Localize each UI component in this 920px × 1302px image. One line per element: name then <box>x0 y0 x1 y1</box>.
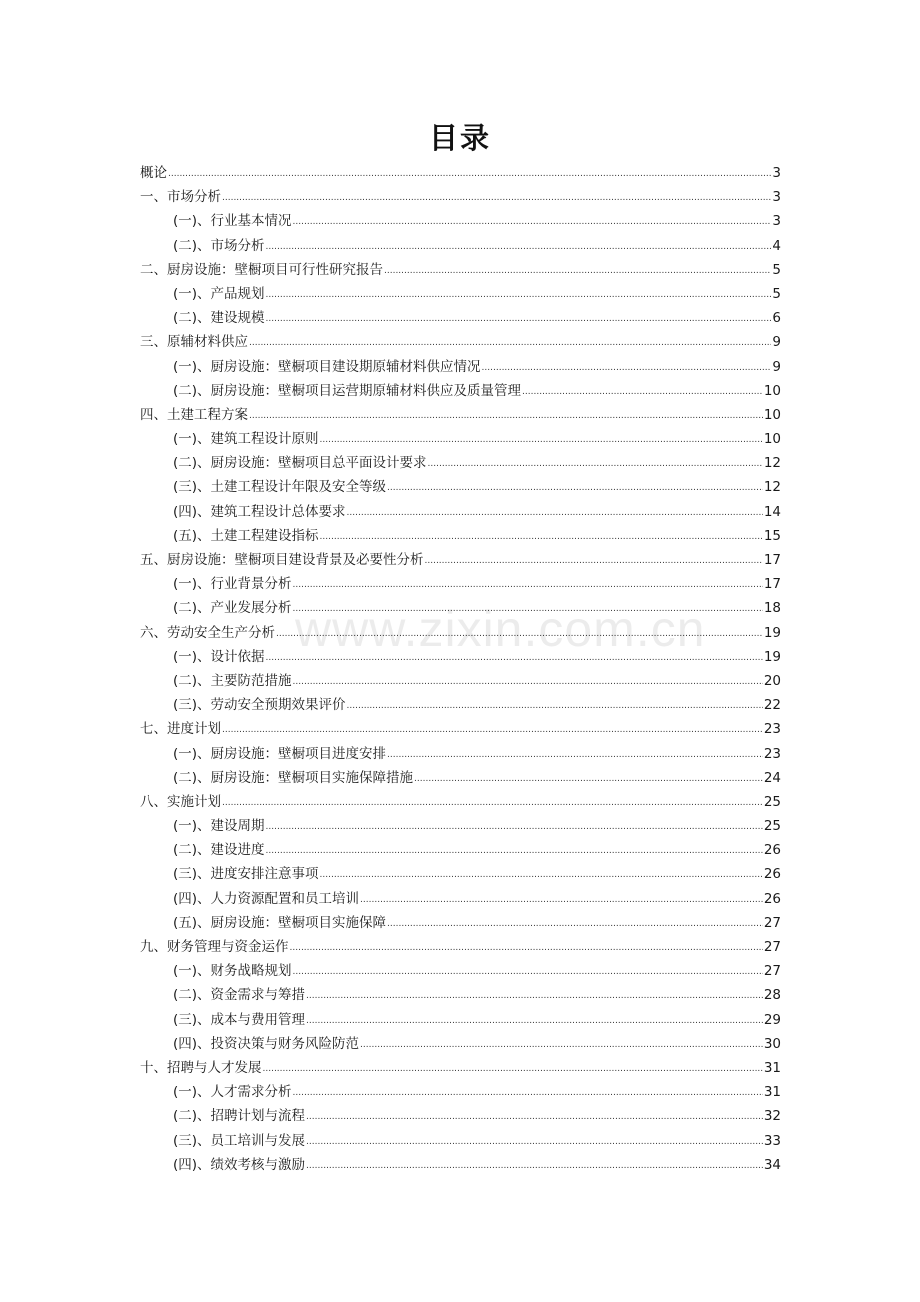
toc-entry-title: (二)、厨房设施：壁橱项目运营期原辅材料供应及质量管理 <box>173 382 522 399</box>
toc-entry-title: (一)、建筑工程设计原则 <box>173 431 319 448</box>
toc-dot-leader <box>293 1079 763 1105</box>
toc-entry[interactable] <box>140 548 781 572</box>
toc-page-number: 19 <box>763 648 781 665</box>
toc-dot-leader <box>222 716 763 742</box>
toc-entry-title: (二)、主要防范措施 <box>173 672 292 689</box>
toc-entry[interactable] <box>140 282 781 306</box>
toc-entry[interactable] <box>140 717 781 741</box>
toc-entry[interactable] <box>140 645 781 669</box>
toc-page-number: 3 <box>772 189 781 206</box>
toc-entry[interactable] <box>140 693 781 717</box>
toc-page-number: 3 <box>772 213 781 230</box>
toc-dot-leader <box>266 813 763 839</box>
toc-dot-leader <box>320 861 763 887</box>
toc-page-number: 6 <box>772 310 781 327</box>
toc-page-number: 25 <box>763 818 781 835</box>
toc-entry[interactable] <box>140 1008 781 1032</box>
toc-dot-leader <box>428 450 763 476</box>
toc-page-number: 27 <box>763 939 781 955</box>
toc-page-number: 10 <box>763 431 781 448</box>
toc-entry[interactable] <box>140 355 781 379</box>
toc-entry-title: 四、土建工程方案 <box>140 406 248 423</box>
toc-page-number: 23 <box>763 721 781 738</box>
toc-page-number: 23 <box>763 745 781 762</box>
toc-entry[interactable] <box>140 403 781 427</box>
toc-dot-leader <box>293 571 763 597</box>
toc-entry-title: 概论 <box>140 165 167 181</box>
toc-page-number: 24 <box>763 769 781 786</box>
toc-dot-leader <box>266 837 763 863</box>
toc-entry[interactable] <box>140 475 781 499</box>
toc-page-number: 9 <box>772 334 781 351</box>
toc-entry-title: (四)、投资决策与财务风险防范 <box>173 1035 360 1052</box>
toc-page-number: 28 <box>763 987 781 1004</box>
toc-entry[interactable] <box>140 185 781 209</box>
toc-entry[interactable] <box>140 1056 781 1080</box>
toc-entry-title: (五)、土建工程建设指标 <box>173 527 319 544</box>
toc-entry-title: (二)、市场分析 <box>173 237 265 254</box>
toc-entry-title: (一)、建设周期 <box>173 818 265 835</box>
toc-entry[interactable] <box>140 838 781 862</box>
toc-entry[interactable] <box>140 1129 781 1153</box>
toc-entry-title: (一)、行业基本情况 <box>173 213 292 230</box>
toc-page-number: 18 <box>763 600 781 617</box>
toc-page-number: 29 <box>763 1011 781 1028</box>
toc-page-number: 4 <box>772 237 781 254</box>
toc-entry[interactable] <box>140 1153 781 1177</box>
toc-entry-title: (四)、人力资源配置和员工培训 <box>173 890 360 907</box>
toc-entry[interactable] <box>140 766 781 790</box>
toc-dot-leader <box>482 354 772 380</box>
toc-entry-title: (一)、设计依据 <box>173 648 265 665</box>
toc-entry-title: (三)、劳动安全预期效果评价 <box>173 697 346 714</box>
toc-entry-title: (一)、厨房设施：壁橱项目建设期原辅材料供应情况 <box>173 358 481 375</box>
toc-dot-leader <box>425 547 763 573</box>
toc-entry-title: (三)、成本与费用管理 <box>173 1011 306 1028</box>
toc-dot-leader <box>522 378 763 404</box>
toc-entry[interactable] <box>140 524 781 548</box>
toc-entry-title: 三、原辅材料供应 <box>140 334 248 351</box>
toc-dot-leader <box>387 474 763 500</box>
toc-entry[interactable] <box>140 500 781 524</box>
toc-entry[interactable] <box>140 379 781 403</box>
toc-dot-leader <box>347 499 763 525</box>
toc-entry-title: (二)、厨房设施：壁橱项目总平面设计要求 <box>173 455 427 472</box>
toc-page-number: 12 <box>763 479 781 496</box>
toc-entry[interactable] <box>140 306 781 330</box>
toc-entry-title: 七、进度计划 <box>140 721 221 738</box>
toc-entry[interactable] <box>140 742 781 766</box>
toc-page-number: 5 <box>772 261 781 278</box>
toc-entry[interactable] <box>140 621 781 645</box>
toc-page-number: 26 <box>763 866 781 883</box>
toc-entry-title: (二)、资金需求与筹措 <box>173 987 306 1004</box>
toc-entry-title: (一)、产品规划 <box>173 285 265 302</box>
toc-dot-leader <box>222 789 763 815</box>
toc-page-number: 31 <box>763 1084 781 1101</box>
toc-dot-leader <box>320 523 763 549</box>
toc-dot-leader <box>293 958 763 984</box>
toc-entry[interactable] <box>140 1080 781 1104</box>
toc-page-number: 5 <box>772 285 781 302</box>
toc-page-number: 34 <box>763 1156 781 1173</box>
page-title: 目录 <box>428 121 491 155</box>
toc-entry-title: 二、厨房设施：壁橱项目可行性研究报告 <box>140 261 383 278</box>
toc-dot-leader <box>290 934 763 960</box>
toc-entry-title: 十、招聘与人才发展 <box>140 1059 262 1076</box>
toc-entry-title: (一)、人才需求分析 <box>173 1084 292 1101</box>
watermark: www.zixin.com.cn <box>295 601 706 657</box>
toc-entry[interactable] <box>140 935 781 959</box>
toc-dot-leader <box>306 1007 763 1033</box>
toc-entry-title: (一)、厨房设施：壁橱项目进度安排 <box>173 745 387 762</box>
toc-dot-leader <box>266 644 763 670</box>
toc-dot-leader <box>249 329 771 355</box>
toc-entry-title: 一、市场分析 <box>140 189 221 206</box>
toc-dot-leader <box>306 1103 763 1129</box>
toc-dot-leader <box>306 1152 763 1178</box>
toc-page-number: 27 <box>763 963 781 980</box>
toc-dot-leader <box>249 402 763 428</box>
toc-entry[interactable] <box>140 234 781 258</box>
toc-dot-leader <box>320 426 763 452</box>
toc-entry-title: (二)、招聘计划与流程 <box>173 1108 306 1125</box>
toc-entry[interactable] <box>140 790 781 814</box>
toc-entry[interactable] <box>140 983 781 1007</box>
toc-dot-leader <box>384 257 771 283</box>
toc-entry-title: (二)、建设进度 <box>173 842 265 859</box>
toc-entry-title: 八、实施计划 <box>140 793 221 810</box>
toc-entry[interactable] <box>140 959 781 983</box>
toc-dot-leader <box>306 982 763 1008</box>
toc-entry[interactable] <box>140 209 781 233</box>
toc-dot-leader <box>222 184 771 210</box>
toc-page-number: 22 <box>763 697 781 714</box>
toc-entry-title: 六、劳动安全生产分析 <box>140 624 275 641</box>
toc-entry[interactable] <box>140 596 781 620</box>
toc-page-number: 17 <box>763 552 781 568</box>
toc-page-number: 27 <box>763 914 781 931</box>
toc-entry-title: 五、厨房设施：壁橱项目建设背景及必要性分析 <box>140 552 424 568</box>
toc-dot-leader <box>414 765 763 791</box>
toc-entry[interactable] <box>140 911 781 935</box>
toc-entry-title: (四)、建筑工程设计总体要求 <box>173 503 346 520</box>
toc-entry[interactable] <box>140 427 781 451</box>
toc-dot-leader <box>293 208 772 234</box>
toc-entry[interactable] <box>140 1032 781 1056</box>
toc-page-number: 10 <box>763 382 781 399</box>
toc-page-number: 17 <box>763 576 781 593</box>
toc-dot-leader <box>347 692 763 718</box>
toc-entry-title: (二)、产业发展分析 <box>173 600 292 617</box>
toc-dot-leader <box>266 233 772 259</box>
toc-dot-leader <box>263 1055 763 1081</box>
toc-page-number: 10 <box>763 406 781 423</box>
toc-page-number: 14 <box>763 503 781 520</box>
toc-dot-leader <box>168 160 771 186</box>
toc-page-number: 31 <box>763 1059 781 1076</box>
toc-page-number: 33 <box>763 1132 781 1149</box>
toc-entry-title: 九、财务管理与资金运作 <box>140 939 289 955</box>
toc-entry-title: (三)、进度安排注意事项 <box>173 866 319 883</box>
toc-dot-leader <box>276 620 763 646</box>
toc-page-number: 9 <box>772 358 781 375</box>
toc-entry-title: (一)、行业背景分析 <box>173 576 292 593</box>
toc-page-number: 19 <box>763 624 781 641</box>
toc-dot-leader <box>293 668 763 694</box>
toc-page-number: 26 <box>763 842 781 859</box>
toc-entry[interactable] <box>140 258 781 282</box>
toc-entry[interactable] <box>140 161 781 185</box>
toc-entry-title: (四)、绩效考核与激励 <box>173 1156 306 1173</box>
toc-dot-leader <box>293 595 763 621</box>
toc-page-number: 3 <box>772 165 781 181</box>
toc-dot-leader <box>360 886 763 912</box>
toc-page-number: 32 <box>763 1108 781 1125</box>
toc-entry[interactable] <box>140 1104 781 1128</box>
toc-page-number: 30 <box>763 1035 781 1052</box>
toc-entry-title: (一)、财务战略规划 <box>173 963 292 980</box>
toc-page-number: 15 <box>763 527 781 544</box>
toc-page-number: 12 <box>763 455 781 472</box>
toc-entry-title: (二)、建设规模 <box>173 310 265 327</box>
toc-entry[interactable] <box>140 669 781 693</box>
toc-entry[interactable] <box>140 862 781 886</box>
toc-page-number: 20 <box>763 672 781 689</box>
toc-dot-leader <box>306 1128 763 1154</box>
toc-entry-title: (三)、土建工程设计年限及安全等级 <box>173 479 387 496</box>
toc-dot-leader <box>360 1031 763 1057</box>
toc-entry[interactable] <box>140 572 781 596</box>
toc-entry[interactable] <box>140 451 781 475</box>
toc-dot-leader <box>387 910 763 936</box>
toc-dot-leader <box>266 281 772 307</box>
toc-page-number: 26 <box>763 890 781 907</box>
toc-entry-title: (三)、员工培训与发展 <box>173 1132 306 1149</box>
toc-entry[interactable] <box>140 887 781 911</box>
toc-entry-title: (五)、厨房设施：壁橱项目实施保障 <box>173 914 387 931</box>
toc-page-number: 25 <box>763 793 781 810</box>
toc-dot-leader <box>387 741 763 767</box>
toc-entry[interactable] <box>140 330 781 354</box>
table-of-contents <box>140 161 781 1177</box>
toc-entry-title: (二)、厨房设施：壁橱项目实施保障措施 <box>173 769 414 786</box>
toc-dot-leader <box>266 305 772 331</box>
toc-entry[interactable] <box>140 814 781 838</box>
